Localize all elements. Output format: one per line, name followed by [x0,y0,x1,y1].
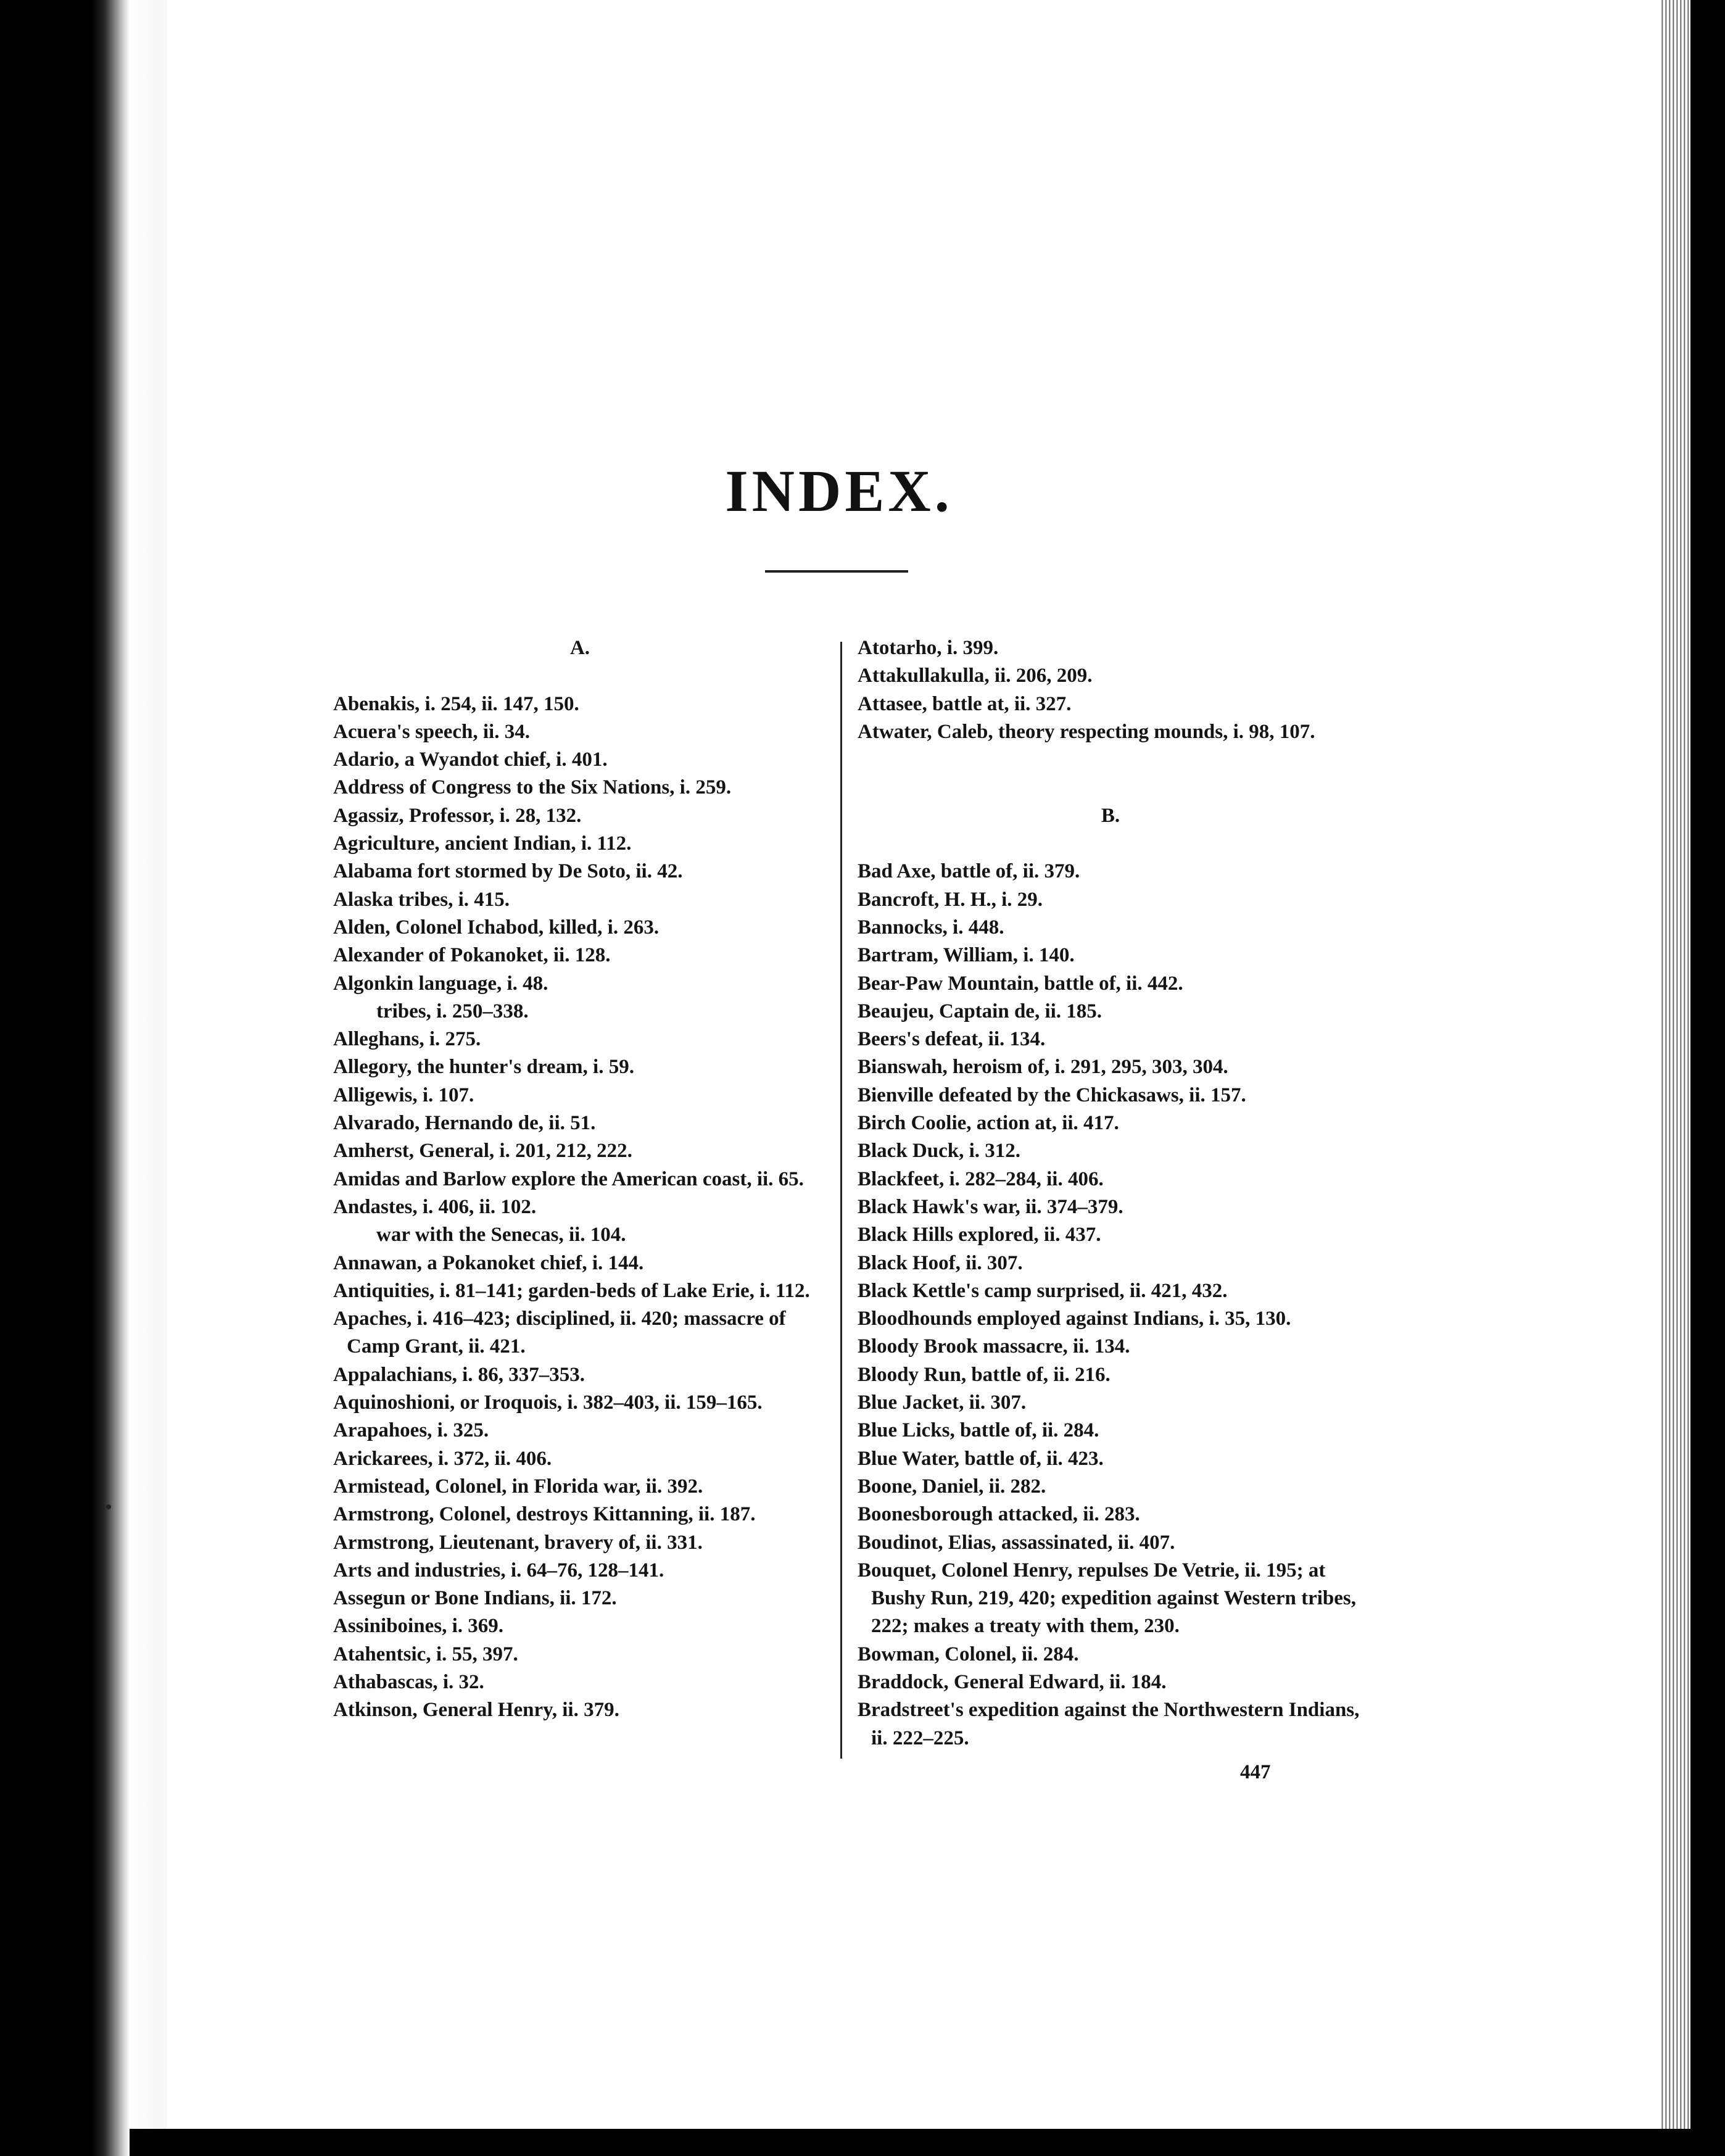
index-entry: Address of Congress to the Six Nations, i. 259. [333,776,732,799]
index-entry: Blue Licks, battle of, ii. 284. [858,1419,1099,1442]
index-entry: Blackfeet, i. 282–284, ii. 406. [858,1167,1104,1190]
index-entry: Acuera's speech, ii. 34. [333,720,530,743]
index-entry: Bartram, William, i. 140. [858,944,1075,967]
index-entry: Bad Axe, battle of, ii. 379. [858,860,1080,883]
index-entry: Assiniboines, i. 369. [333,1615,503,1638]
index-entry: Black Duck, i. 312. [858,1140,1021,1163]
index-entry: Braddock, General Edward, ii. 184. [858,1670,1167,1693]
index-entry: Bloody Brook massacre, ii. 134. [858,1335,1130,1358]
index-entry: Armstrong, Colonel, destroys Kittanning, ii. 187. [333,1503,756,1526]
spacer [858,774,1363,802]
index-entry: Atotarho, i. 399. [858,637,999,659]
index-entry: Alaska tribes, i. 415. [333,888,510,911]
index-entry: Amherst, General, i. 201, 212, 222. [333,1140,632,1163]
index-entry: Arickarees, i. 372, ii. 406. [333,1447,552,1470]
index-entry: Alleghans, i. 275. [333,1028,481,1051]
index-entry: Boonesborough attacked, ii. 283. [858,1503,1140,1526]
index-entry: Bear-Paw Mountain, battle of, ii. 442. [858,972,1183,995]
gutter [130,0,167,2156]
index-entry: Algonkin language, i. 48. [333,972,548,995]
index-entry: Annawan, a Pokanoket chief, i. 144. [333,1251,644,1274]
index-entry: Atkinson, General Henry, ii. 379. [333,1699,619,1722]
page-number: 447 [1240,1761,1271,1783]
index-entry: Beaujeu, Captain de, ii. 185. [858,1000,1102,1022]
index-entry: Apaches, i. 416–423; disciplined, ii. 420; massacre of Camp Grant, ii. 421. [333,1308,786,1358]
title-rule [765,570,908,573]
index-entry: Blue Jacket, ii. 307. [858,1391,1027,1414]
speck [106,1504,111,1509]
index-entry: Bloody Run, battle of, ii. 216. [858,1363,1111,1386]
index-entry: Bancroft, H. H., i. 29. [858,888,1043,911]
index-entry: Bloodhounds employed against Indians, i. 35, 130. [858,1308,1291,1330]
index-entry: Black Kettle's camp surprised, ii. 421, 432. [858,1279,1228,1302]
index-entry: Athabascas, i. 32. [333,1670,484,1693]
index-subentry: war with the Senecas, ii. 104. [376,1224,626,1246]
spacer [858,830,1363,858]
book-spine-shadow [0,0,130,2156]
index-entry: Assegun or Bone Indians, ii. 172. [333,1587,617,1610]
index-entry: Agassiz, Professor, i. 28, 132. [333,804,582,827]
index-entry: Bienville defeated by the Chickasaws, ii. 157. [858,1084,1246,1106]
index-entry: Attasee, battle at, ii. 327. [858,692,1072,715]
index-entry: Abenakis, i. 254, ii. 147, 150. [333,692,579,715]
index-entry: Alabama fort stormed by De Soto, ii. 42. [333,860,683,883]
index-entry: Antiquities, i. 81–141; garden-beds of Lake Erie, i. 112. [333,1279,810,1302]
spacer [858,746,1363,774]
index-entry: Armstrong, Lieutenant, bravery of, ii. 331. [333,1531,703,1554]
index-entry: Armistead, Colonel, in Florida war, ii. 392. [333,1475,703,1498]
section-letter-b: B. [1101,804,1120,827]
index-entry: Andastes, i. 406, ii. 102. [333,1195,537,1218]
index-entry: Arapahoes, i. 325. [333,1419,489,1442]
index-entry: Black Hoof, ii. 307. [858,1251,1023,1274]
index-entry: Alden, Colonel Ichabod, killed, i. 263. [333,916,660,939]
index-entry: Bowman, Colonel, ii. 284. [858,1643,1079,1665]
index-entry: Alvarado, Hernando de, ii. 51. [333,1112,596,1135]
index-entry: Alligewis, i. 107. [333,1084,474,1106]
index-entry: Atwater, Caleb, theory respecting mounds, i. 98, 107. [858,720,1315,743]
spacer [333,662,827,690]
index-entry: Bannocks, i. 448. [858,916,1004,939]
scan-border-bottom [130,2129,1725,2156]
index-entry: Blue Water, battle of, ii. 423. [858,1447,1104,1470]
index-entry: Attakullakulla, ii. 206, 209. [858,665,1093,687]
index-entry: Agriculture, ancient Indian, i. 112. [333,832,632,855]
column-divider [840,642,842,1759]
section-letter-a: A. [569,637,590,659]
index-entry: Birch Coolie, action at, ii. 417. [858,1112,1119,1135]
index-entry: Amidas and Barlow explore the American coast, ii. 65. [333,1167,804,1190]
index-entry: Adario, a Wyandot chief, i. 401. [333,748,608,771]
index-entry: Appalachians, i. 86, 337–353. [333,1363,585,1386]
index-entry: Alexander of Pokanoket, ii. 128. [333,944,611,967]
index-entry: Arts and industries, i. 64–76, 128–141. [333,1559,664,1582]
index-entry: Atahentsic, i. 55, 397. [333,1643,518,1665]
index-entry: Beers's defeat, ii. 134. [858,1028,1046,1051]
page-edges [1660,0,1690,2156]
index-entry: Boudinot, Elias, assassinated, ii. 407. [858,1531,1175,1554]
index-entry: Allegory, the hunter's dream, i. 59. [333,1056,634,1079]
index-entry: Bradstreet's expedition against the Northwestern Indians, ii. 222–225. [858,1699,1360,1749]
index-entry: Bianswah, heroism of, i. 291, 295, 303, 304. [858,1056,1228,1079]
index-column-left [333,634,827,1725]
scan-border-right [1690,0,1725,2156]
index-entry: Boone, Daniel, ii. 282. [858,1475,1046,1498]
index-column-right [858,634,1363,1752]
index-entry: Bouquet, Colonel Henry, repulses De Vetrie, ii. 195; at Bushy Run, 219, 420; expedition against Western tribes, 222; makes a treaty with them, 230. [858,1559,1356,1638]
index-subentry: tribes, i. 250–338. [376,1000,529,1022]
page-title: INDEX. [725,458,953,524]
index-entry: Aquinoshioni, or Iroquois, i. 382–403, ii. 159–165. [333,1391,763,1414]
index-entry: Black Hills explored, ii. 437. [858,1224,1101,1246]
index-entry: Black Hawk's war, ii. 374–379. [858,1195,1123,1218]
